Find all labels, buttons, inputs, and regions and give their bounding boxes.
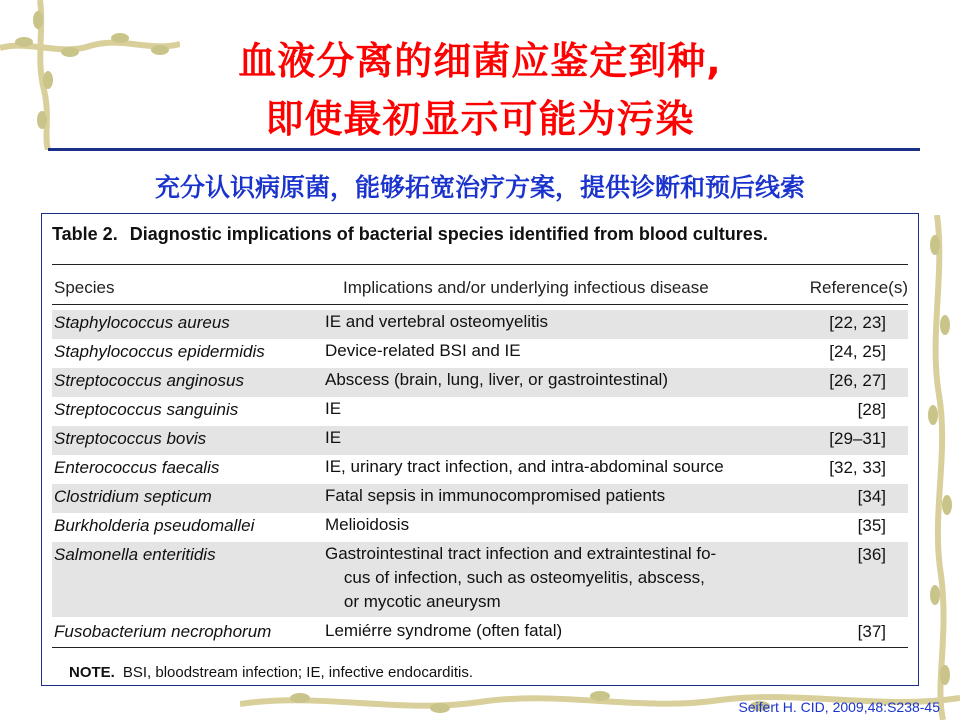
table-bottom-rule: [52, 647, 908, 648]
reference-cell: [26, 27]: [829, 371, 886, 390]
implication-cell: IE: [325, 399, 342, 418]
table-header-rule: [52, 304, 908, 305]
reference-cell: [32, 33]: [829, 458, 886, 477]
table-row: [52, 513, 908, 542]
header-species: Species: [54, 278, 115, 297]
vine-decoration-right: [915, 215, 960, 720]
table-row: [52, 455, 908, 484]
implication-cell: IE: [325, 428, 342, 447]
species-cell: Salmonella enteritidis: [54, 545, 216, 564]
reference-cell: [29–31]: [829, 429, 886, 448]
table-top-rule: [52, 264, 908, 265]
reference-cell: [36]: [857, 545, 886, 564]
table-row: [52, 619, 908, 647]
species-cell: Streptococcus anginosus: [54, 371, 244, 390]
reference-cell: [34]: [857, 487, 886, 506]
species-cell: Burkholderia pseudomallei: [54, 516, 255, 535]
citation: Seifert H. CID, 2009,48:S238-45: [738, 699, 940, 715]
reference-cell: [24, 25]: [829, 342, 886, 361]
table-row: [52, 426, 908, 455]
species-cell: Enterococcus faecalis: [54, 458, 220, 477]
reference-cell: [22, 23]: [829, 313, 886, 332]
table-caption-text: Diagnostic implications of bacterial species identified from blood cultures.: [129, 224, 768, 244]
note-label: NOTE.: [69, 664, 115, 681]
species-cell: Streptococcus sanguinis: [54, 400, 239, 419]
reference-cell: [37]: [857, 622, 886, 641]
header-references: Reference(s): [809, 278, 908, 297]
table-row: [52, 484, 908, 513]
implication-cell: Melioidosis: [325, 515, 410, 534]
table-row: [52, 368, 908, 397]
slide-title-line2: 即使最初显示可能为污染: [265, 97, 695, 141]
implication-cell: Lemiérre syndrome (often fatal): [325, 621, 563, 640]
table-row: [52, 542, 908, 617]
note-text: BSI, bloodstream infection; IE, infective endocarditis.: [122, 664, 474, 681]
table-caption: [52, 224, 768, 245]
species-cell: Staphylococcus epidermidis: [54, 342, 265, 361]
species-cell: Clostridium septicum: [54, 487, 212, 506]
reference-cell: [35]: [857, 516, 886, 535]
table-row: [52, 310, 908, 339]
table-figure: [41, 213, 919, 686]
implication-cell: Device-related BSI and IE: [325, 341, 521, 360]
species-cell: Fusobacterium necrophorum: [54, 622, 272, 641]
table-row: [52, 397, 908, 426]
implication-cell: Gastrointestinal tract infection and extraintestinal fo- cus of infection, such as osteomyelitis, abscess, or mycotic aneurysm: [325, 544, 717, 611]
slide-title-line1: 血液分离的细菌应鉴定到种,: [238, 39, 722, 83]
header-implications: Implications and/or underlying infectious disease: [343, 278, 709, 297]
slide-subtitle: 充分认识病原菌，能够拓宽治疗方案，提供诊断和预后线索: [154, 173, 805, 202]
species-cell: Streptococcus bovis: [54, 429, 207, 448]
table-row: [52, 339, 908, 368]
implication-cell: Fatal sepsis in immunocompromised patients: [325, 486, 666, 505]
title-divider: [48, 148, 920, 151]
reference-cell: [28]: [857, 400, 886, 419]
table-note: [69, 664, 473, 681]
implication-cell: Abscess (brain, lung, liver, or gastrointestinal): [325, 370, 668, 389]
species-cell: Staphylococcus aureus: [54, 313, 230, 332]
implication-cell: IE, urinary tract infection, and intra-abdominal source: [325, 457, 724, 476]
implication-cell: IE and vertebral osteomyelitis: [325, 312, 548, 331]
table-caption-number: Table 2.: [52, 224, 118, 244]
